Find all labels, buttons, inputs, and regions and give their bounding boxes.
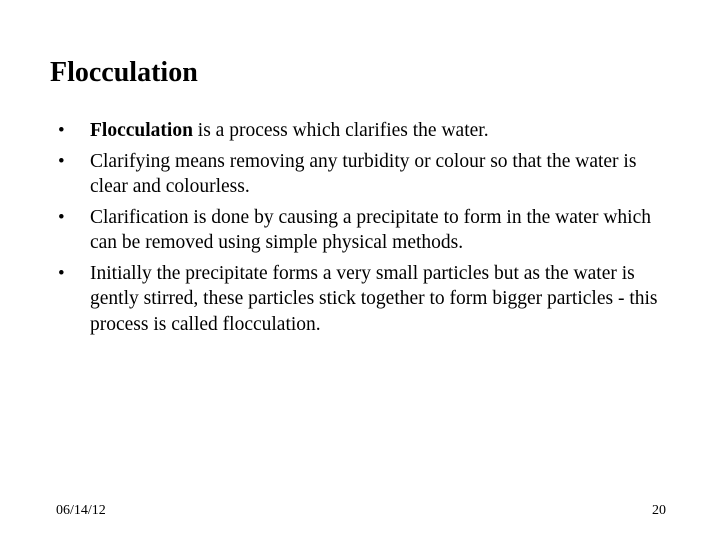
bullet-marker: • bbox=[58, 150, 65, 172]
bullet-marker: • bbox=[58, 120, 65, 141]
slide-number: 20 bbox=[652, 503, 666, 518]
slide-title: Flocculation bbox=[50, 57, 198, 88]
bullet-text: Clarification is done by causing a precipitate to form in the water which can be removed using simple physical methods. bbox=[90, 206, 651, 253]
bullet-item bbox=[58, 205, 678, 256]
bullet-marker: • bbox=[58, 206, 65, 228]
bullet-item bbox=[58, 149, 678, 200]
bullet-bold-term: Flocculation bbox=[90, 120, 193, 141]
bullet-text: Clarifying means removing any turbidity or colour so that the water is clear and colourless. bbox=[90, 150, 637, 197]
bullet-list bbox=[58, 118, 678, 342]
footer-date: 06/14/12 bbox=[56, 503, 106, 518]
bullet-item bbox=[58, 118, 678, 144]
bullet-item bbox=[58, 261, 678, 338]
bullet-text: is a process which clarifies the water. bbox=[192, 120, 489, 141]
bullet-text: Initially the precipitate forms a very small particles but as the water is gently stirred, these particles stick together to form bigger particles - this process is called flocculation. bbox=[90, 262, 658, 335]
bullet-marker: • bbox=[58, 262, 65, 284]
